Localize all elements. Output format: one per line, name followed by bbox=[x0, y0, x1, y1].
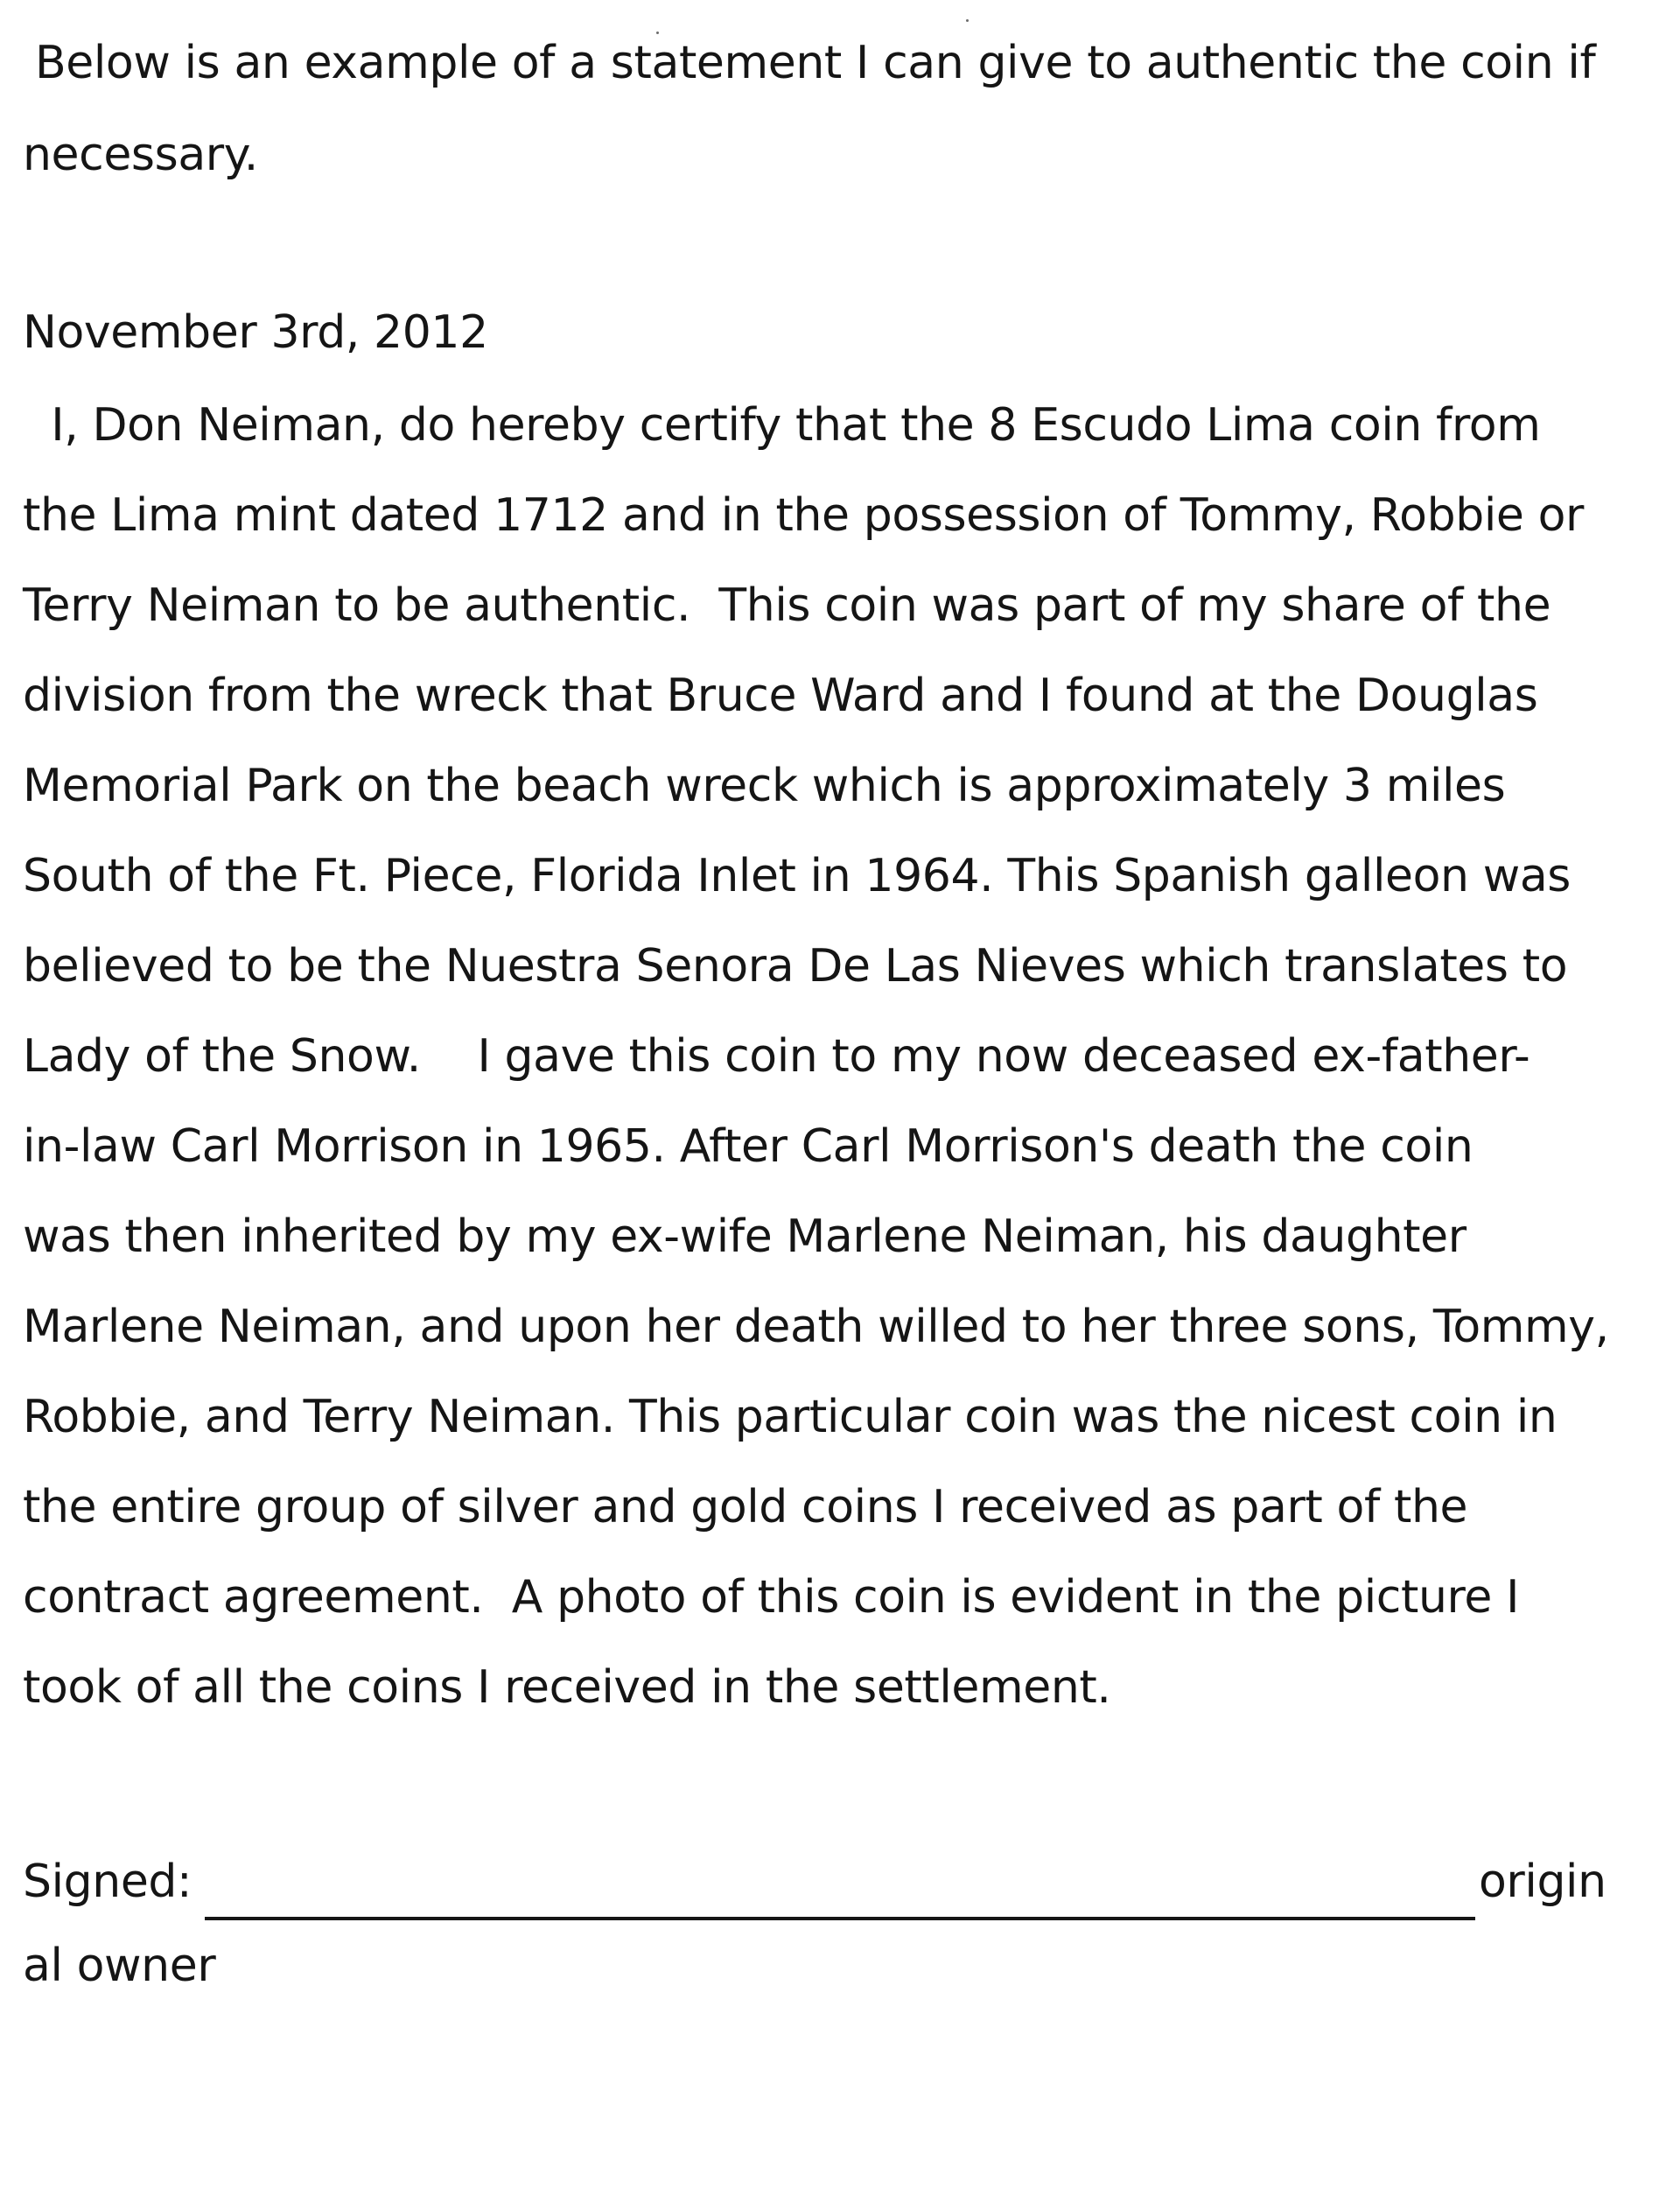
body-line-7: believed to be the Nuestra Senora De Las Nieves which translates to bbox=[23, 940, 1568, 993]
body-line-9: in-law Carl Morrison in 1965. After Carl Morrison's death the coin bbox=[23, 1120, 1474, 1173]
body-line-15: took of all the coins I received in the settlement. bbox=[23, 1661, 1111, 1714]
body-line-5: Memorial Park on the beach wreck which is approximately 3 miles bbox=[23, 760, 1506, 812]
body-line-6: South of the Ft. Piece, Florida Inlet in 1964. This Spanish galleon was bbox=[23, 850, 1572, 902]
body-line-13: the entire group of silver and gold coins I received as part of the bbox=[23, 1481, 1468, 1533]
intro-line-2: necessary. bbox=[23, 129, 258, 181]
body-line-10: was then inherited by my ex-wife Marlene Neiman, his daughter bbox=[23, 1210, 1466, 1263]
body-line-12: Robbie, and Terry Neiman. This particular coin was the nicest coin in bbox=[23, 1391, 1558, 1443]
body-line-14: contract agreement. A photo of this coin is evident in the picture I bbox=[23, 1571, 1520, 1624]
signature-line bbox=[205, 1917, 1475, 1920]
body-line-3: Terry Neiman to be authentic. This coin was part of my share of the bbox=[23, 579, 1551, 632]
scan-speck bbox=[656, 32, 659, 34]
signature-continuation: al owner bbox=[23, 1940, 216, 1992]
signature-label: Signed: bbox=[23, 1856, 192, 1908]
statement-date: November 3rd, 2012 bbox=[23, 306, 488, 359]
body-line-2: the Lima mint dated 1712 and in the possession of Tommy, Robbie or bbox=[23, 489, 1584, 542]
body-line-4: division from the wreck that Bruce Ward and I found at the Douglas bbox=[23, 670, 1538, 722]
body-line-11: Marlene Neiman, and upon her death willed to her three sons, Tommy, bbox=[23, 1301, 1609, 1353]
intro-line-1: Below is an example of a statement I can give to authentic the coin if bbox=[35, 37, 1596, 89]
body-line-8: Lady of the Snow. I gave this coin to my now deceased ex-father- bbox=[23, 1030, 1530, 1083]
body-line-1: I, Don Neiman, do hereby certify that the 8 Escudo Lima coin from bbox=[23, 399, 1541, 452]
scan-speck bbox=[966, 19, 969, 22]
signature-suffix: origin bbox=[1479, 1856, 1606, 1908]
